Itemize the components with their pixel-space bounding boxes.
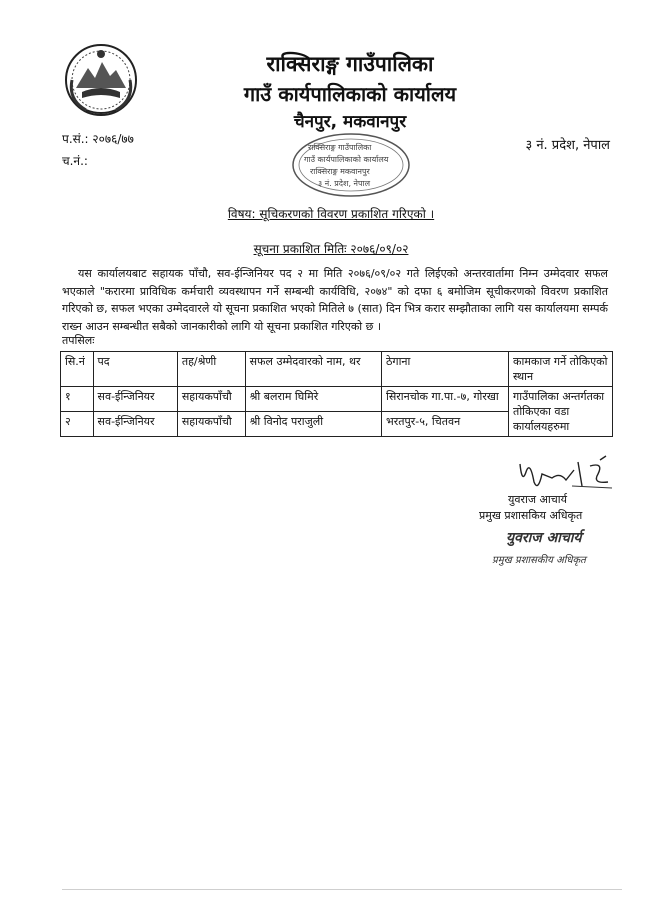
col-header-address: ठेगाना bbox=[381, 352, 508, 387]
col-header-workplace: कामकाज गर्ने तोकिएको स्थान bbox=[509, 352, 613, 387]
cell-serial: २ bbox=[61, 412, 94, 437]
publish-date: सूचना प्रकाशित मितिः २०७६/०९/०२ bbox=[253, 242, 409, 256]
table-header-row bbox=[61, 352, 613, 387]
cell-level: सहायकपाँचौ bbox=[177, 412, 245, 437]
letter-number: प.सं.: २०७६/७७ bbox=[62, 132, 134, 146]
province-label: ३ नं. प्रदेश, नेपाल bbox=[525, 138, 610, 153]
stamp-title: प्रमुख प्रशासकीय अधिकृत bbox=[492, 555, 586, 566]
office-name: गाउँ कार्यपालिकाको कार्यालय bbox=[243, 82, 457, 106]
seal-line-1: राक्सिराङ्ग गाउँपालिका bbox=[308, 143, 372, 152]
cell-post: सव-ईन्जिनियर bbox=[93, 412, 177, 437]
cell-address: सिरानचोक गा.पा.-७, गोरखा bbox=[381, 387, 508, 412]
official-name-stamp bbox=[488, 526, 608, 572]
seal-line-3: राक्सिराङ्ग मकवानपुर bbox=[310, 167, 370, 176]
cell-name: श्री विनोद पराजुली bbox=[245, 412, 381, 437]
dispatch-number: च.नं.: bbox=[62, 154, 88, 168]
seal-line-4: ३ नं. प्रदेश, नेपाल bbox=[318, 179, 371, 188]
municipality-name: राक्सिराङ्ग गाउँपालिका bbox=[266, 52, 434, 76]
stamp-name: युवराज आचार्य bbox=[506, 530, 582, 546]
col-header-level: तह/श्रेणी bbox=[177, 352, 245, 387]
office-address: चैनपुर, मकवानपुर bbox=[293, 112, 407, 132]
col-header-post: पद bbox=[93, 352, 177, 387]
table-row bbox=[61, 387, 613, 412]
notice-body: यस कार्यालयबाट सहायक पाँचौ, सव-ईन्जिनियर पद २ मा मिति २०७६/०९/०२ गते लिईएको अन्तरवार्तामा निम्न उम्मेदवार सफल भएकाले "करारमा प्राविधिक कर्मचारी व्यवस्थापन गर्ने सम्बन्धी कार्यविधि, २०७४" को दफा ६ बमोजिम सूचीकरणको विवरण प्रकाशित गरिएको छ, सफल भएका उम्मेदवारले यो सूचना प्रकाशित भएको मितिले ७ (सात) दिन भित्र करार सम्झौताका लागि यस कार्यालयमा सम्पर्क राख्न आउन सम्बन्धीत सबैको जानकारीको लागि यो सूचना प्रकाशित गरिएको छ । bbox=[62, 267, 608, 333]
office-seal-stamp bbox=[290, 132, 412, 198]
col-header-name: सफल उम्मेदवारको नाम, थर bbox=[245, 352, 381, 387]
signatory-name: युवराज आचार्य bbox=[508, 493, 567, 506]
cell-serial: १ bbox=[61, 387, 94, 412]
cell-level: सहायकपाँचौ bbox=[177, 387, 245, 412]
cell-workplace: गाउँपालिका अन्तर्गतका तोकिएका वडा कार्यालयहरुमा bbox=[509, 387, 613, 437]
subject-line: विषय: सूचिकरणको विवरण प्रकाशित गरिएको । bbox=[227, 207, 435, 221]
col-header-serial: सि.नं bbox=[61, 352, 94, 387]
cell-post: सव-ईन्जिनियर bbox=[93, 387, 177, 412]
nepal-emblem-logo bbox=[62, 40, 140, 120]
candidate-table bbox=[60, 351, 613, 437]
seal-line-2: गाउँ कार्यपालिकाको कार्यालय bbox=[304, 155, 389, 164]
cell-address: भरतपुर-५, चितवन bbox=[381, 412, 508, 437]
cell-name: श्री बलराम घिमिरे bbox=[245, 387, 381, 412]
details-label: तपसिलः bbox=[62, 334, 95, 347]
footer-divider bbox=[62, 889, 622, 890]
signatory-title: प्रमुख प्रशासकिय अधिकृत bbox=[479, 509, 583, 522]
